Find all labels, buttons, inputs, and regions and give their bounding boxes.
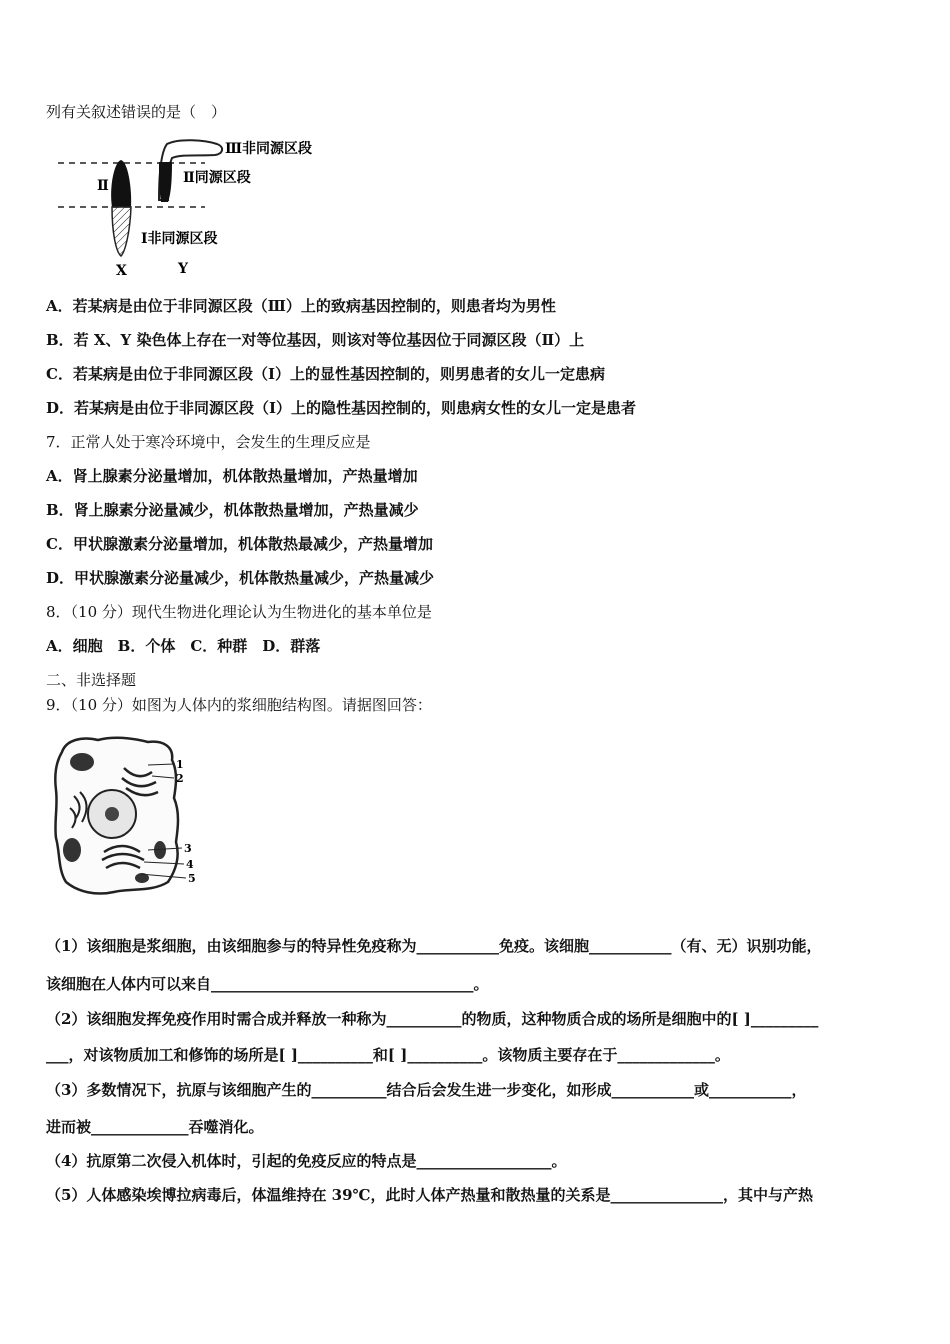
label-y: Y [178,261,188,277]
q9-part4: （4）抗原第二次侵入机体时，引起的免疫反应的特点是__________________。 [46,1152,567,1170]
label-i-nonhomologous: Ⅰ非同源区段 [141,231,218,247]
q9-part1-line1: （1）该细胞是浆细胞，由该细胞参与的特异性免疫称为___________免疫。该细胞___________（有、无）识别功能， [46,937,822,955]
section-title: 二、非选择题 [46,671,137,689]
q6-option-b: B．若 X、Y 染色体上存在一对等位基因，则该对等位基因位于同源区段（Ⅱ）上 [46,331,585,349]
q6-option-a: A．若某病是由位于非同源区段（Ⅲ）上的致病基因控制的，则患者均为男性 [46,297,556,315]
y-chromosome-homologous [159,162,172,202]
q9-part3-line2: 进而被_____________吞噬消化。 [46,1118,264,1136]
cell-label-2: 2 [176,772,184,785]
label-x: X [116,263,127,279]
label-ii-left: Ⅱ [97,178,109,194]
q9-part2-line1: （2）该细胞发挥免疫作用时需合成并释放一种称为__________的物质，这种物质合成的场所是细胞中的[ ]_________ [46,1010,819,1028]
q9-part1-line2: 该细胞在人体内可以来自___________________________________。 [46,975,489,993]
q9-stem: 9．（10 分）如图为人体内的浆细胞结构图。请据图回答： [46,696,432,714]
q6-option-c: C．若某病是由位于非同源区段（I）上的显性基因控制的，则男患者的女儿一定患病 [46,365,605,383]
plasma-cell-figure [52,732,202,902]
q9-part3-line1: （3）多数情况下，抗原与该细胞产生的__________结合后会发生进一步变化，如形成___________或___________， [46,1081,807,1099]
cell-label-1: 1 [176,758,184,771]
cell-label-4: 4 [186,858,194,871]
label-ii-homologous: Ⅱ同源区段 [183,170,251,186]
vesicle-2 [63,838,81,862]
q8-stem: 8．（10 分）现代生物进化理论认为生物进化的基本单位是 [46,603,432,621]
x-chromosome-nonhomologous [112,207,131,256]
vesicle-1 [70,753,94,771]
nucleolus [105,807,119,821]
q7-option-a: A．肾上腺素分泌量增加，机体散热量增加，产热量增加 [46,467,418,485]
question-intro: 列有关叙述错误的是（ ） [46,103,227,121]
xy-chromosome-figure [55,128,355,280]
q7-stem: 7．正常人处于寒冷环境中，会发生的生理反应是 [46,433,371,451]
q6-option-d: D．若某病是由位于非同源区段（I）上的隐性基因控制的，则患病女性的女儿一定是患者 [46,399,637,417]
q9-part5: （5）人体感染埃博拉病毒后，体温维持在 39℃，此时人体产热量和散热量的关系是_______________，其中与产热 [46,1186,814,1204]
cell-label-5: 5 [188,872,196,885]
q8-options: A．细胞 B．个体 C．种群 D．群落 [46,637,321,655]
x-chromosome-homologous [111,160,131,207]
q9-part2-line2: ___，对该物质加工和修饰的场所是[ ]__________和[ ]__________。该物质主要存在于_____________。 [46,1046,730,1064]
cell-label-3: 3 [184,842,192,855]
q7-option-d: D．甲状腺激素分泌量减少，机体散热量减少，产热量减少 [46,569,435,587]
label-iii-nonhomologous: Ⅲ非同源区段 [225,141,313,157]
q7-option-b: B．肾上腺素分泌量减少，机体散热量增加，产热量减少 [46,501,419,519]
q7-option-c: C．甲状腺激素分泌量增加，机体散热最减少，产热量增加 [46,535,433,553]
